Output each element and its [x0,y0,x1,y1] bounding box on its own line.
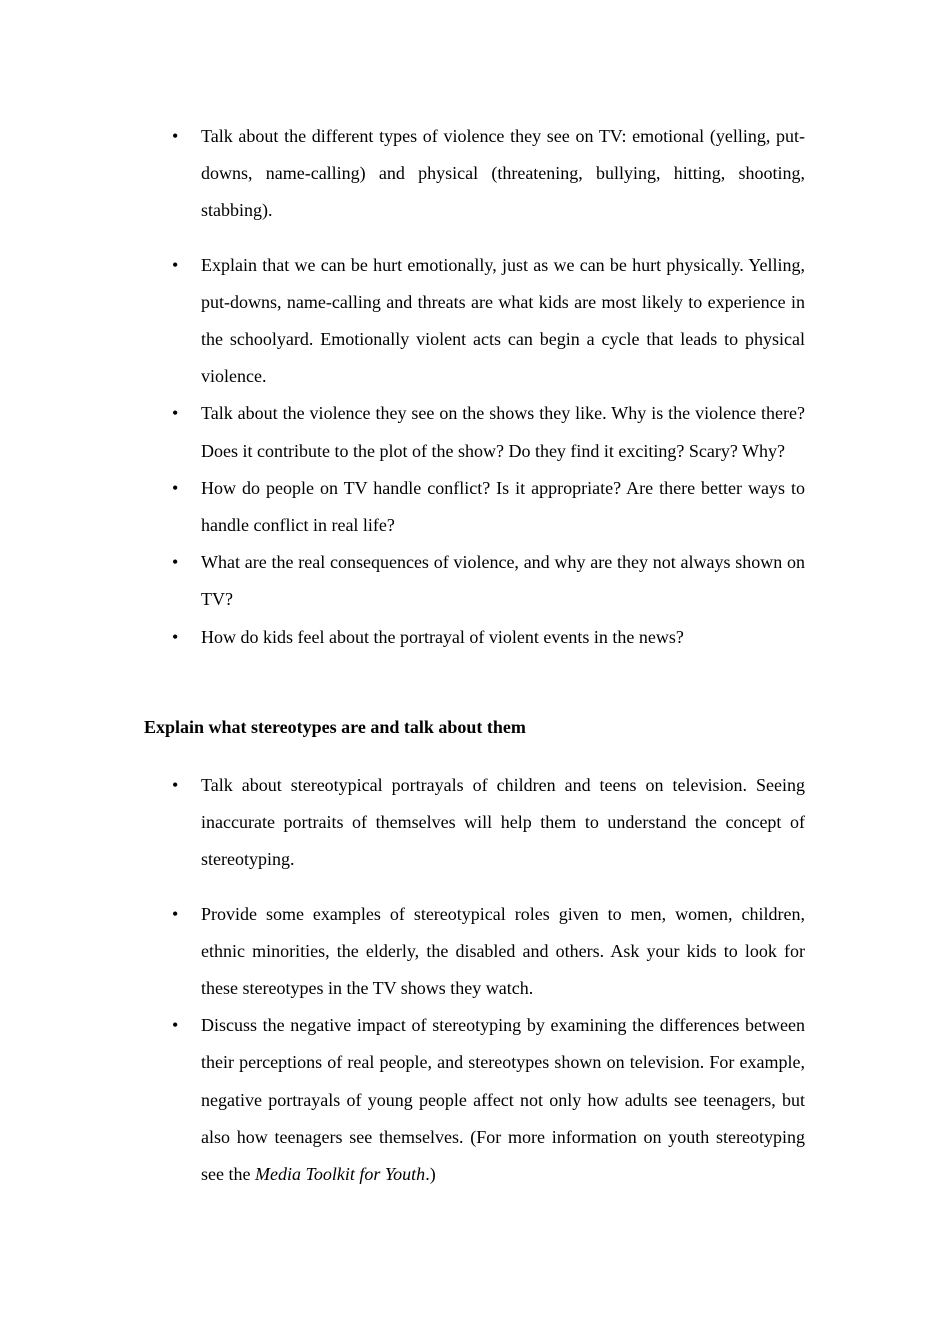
list-item [0,118,950,230]
publication-title: Media Toolkit for Youth [254,1164,426,1185]
list-item-text: Talk about the violence they see on the shows they like. Why is the violence there? Does it contribute to the plot of the show? Do they find it exciting? Scary? Why? [201,403,805,461]
list-item-text-end: .) [425,1164,436,1185]
list-item [0,896,950,1008]
bullet-icon: • [172,775,179,795]
list-item [0,544,950,618]
list-item [0,1007,950,1193]
list-item [0,247,950,396]
list-item [0,619,950,656]
bullet-icon: • [172,626,179,647]
bullet-icon: • [172,552,179,573]
list-item-text: Talk about the different types of violence they see on TV: emotional (yelling, put-downs, name-calling) and physical (threatening, bullying, hitting, shooting, stabbing). [201,126,805,221]
list-item-text [201,1007,805,1193]
section-heading: Explain what stereotypes are and talk about them [144,717,526,737]
list-item-text: Provide some examples of stereotypical roles given to men, women, children, ethnic minorities, the elderly, the disabled and others. Ask your kids to look for these stereotypes in the TV shows they watch. [201,903,805,999]
bullet-icon: • [172,403,179,424]
list-item-text: Explain that we can be hurt emotionally, just as we can be hurt physically. Yelling, put-downs, name-calling and threats are what kids are most likely to experience in the schoolyard. Emotionally violent acts can begin a cycle that leads to physical violence. [201,254,805,387]
bullet-icon: • [172,254,179,275]
violence-bullet-list [0,118,950,656]
bullet-icon: • [172,903,179,924]
stereotypes-bullet-list [0,767,950,1193]
bullet-icon: • [172,1015,179,1036]
list-item-text: How do people on TV handle conflict? Is it appropriate? Are there better ways to handle conflict in real life? [201,477,805,536]
list-item-text: Talk about stereotypical portrayals of children and teens on television. Seeing inaccurate portraits of themselves will help them to understand the concept of stereotyping. [201,775,805,870]
list-item [0,470,950,544]
list-item-text: What are the real consequences of violence, and why are they not always shown on TV? [201,552,805,610]
list-item [0,767,950,879]
list-item-text: How do kids feel about the portrayal of violent events in the news? [201,626,684,647]
list-item [0,395,950,469]
list-item-text-start: Discuss the negative impact of stereotyping by examining the differences between their perceptions of real people, and stereotypes shown on television. For example, negative portrayals of young people affect not only how adults see teenagers, but also how teenagers see themselves. (For more information on youth stereotyping see the [201,1015,805,1185]
bullet-icon: • [172,477,179,498]
bullet-icon: • [172,126,179,146]
